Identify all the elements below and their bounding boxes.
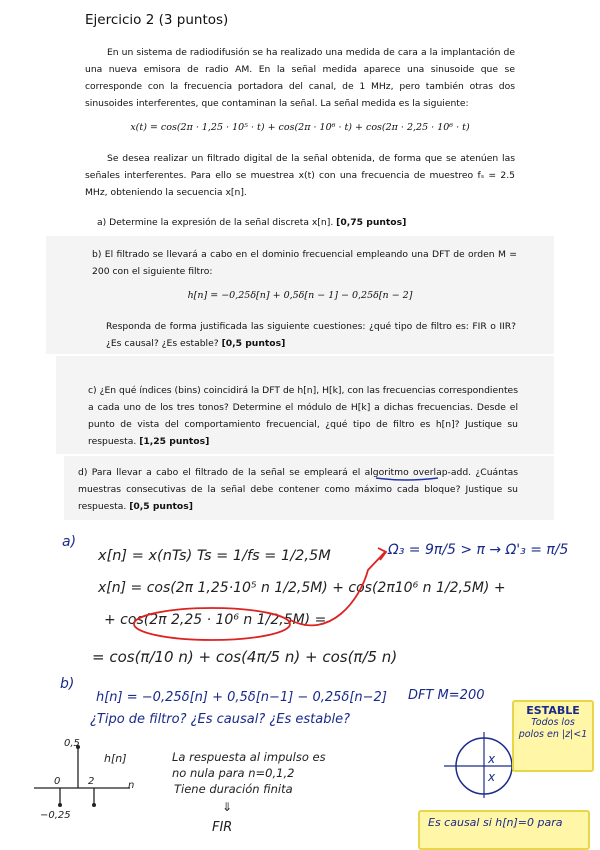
item-b-questions-text: Responda de forma justificada las siguiente cuestiones: ¿qué tipo de filtro es: FIR o IIR? ¿Es causal? ¿Es estable?	[106, 321, 516, 349]
hw-line3: + cos(2π 2,25 · 10⁶ n 1/2,5M) =	[104, 612, 327, 628]
stem-plot-title: h[n]	[104, 752, 127, 765]
sampling-paragraph: Se desea realizar un filtrado digital de la señal obtenida, de forma que se atenúen las señales interferentes. Para ello se muestrea x(t) con una frecuencia de muestreo fₛ = 2.5 MHz, obteniendo la secuencia x[n].	[85, 153, 515, 198]
hw-resp2: no nula para n=0,1,2	[172, 766, 295, 780]
stem-plot-axis-label: n	[128, 780, 135, 791]
hw-line1: x[n] = x(nTs) Ts = 1/fs = 1/2,5M	[98, 548, 331, 564]
item-a-text: a) Determine la expresión de la señal discreta x[n].	[97, 217, 334, 228]
exercise-title: Ejercicio 2 (3 puntos)	[85, 12, 229, 28]
stem-plot-zero: 0	[54, 776, 61, 787]
stem-plot-two: 2	[88, 776, 95, 787]
hw-line4: = cos(π/10 n) + cos(4π/5 n) + cos(π/5 n)	[92, 648, 398, 666]
stem-n2-dot	[92, 803, 96, 807]
item-d-points: [0,5 puntos]	[129, 501, 193, 512]
stem-plot-top-label: 0,5	[64, 738, 80, 749]
hw-line1-right: Ω₃ = 9π/5 > π → Ω'₃ = π/5	[388, 542, 569, 558]
hw-resp-fir: FIR	[212, 820, 233, 835]
item-c-points: [1,25 puntos]	[139, 436, 210, 447]
note-causal	[418, 810, 590, 850]
note-stable	[512, 700, 594, 772]
stem-n0-dot	[58, 803, 62, 807]
hw-line5-right: DFT M=200	[408, 688, 485, 703]
hw-line2: x[n] = cos(2π 1,25·10⁵ n 1/2,5M) + cos(2π10⁶ n 1/2,5M) +	[98, 580, 506, 596]
overlap-add-underline	[376, 478, 438, 480]
hw-label-a: a)	[62, 534, 77, 550]
item-b: b) El filtrado se llevará a cabo en el dominio frecuencial empleando una DFT de orden M = 200 con el siguiente filtro:	[92, 249, 517, 277]
item-d-text: d) Para llevar a cabo el filtrado de la señal se empleará el algoritmo overlap-add. ¿Cuántas muestras consecutivas de la señal debe contener como máximo cada bloque? Justique su respuesta.	[78, 467, 518, 512]
hw-resp3: Tiene duración finita	[174, 782, 293, 796]
equation-x: x(t) = cos(2π · 1,25 · 10⁵ · t) + cos(2π · 10⁶ · t) + cos(2π · 2,25 · 10⁶ · t)	[130, 122, 470, 133]
note-stable-title: ESTABLE	[526, 704, 580, 717]
hw-resp1: La respuesta al impulso es	[172, 750, 326, 764]
note-stable-body: Todos los polos en |z|<1	[518, 717, 588, 740]
red-circle-mark	[134, 608, 290, 640]
stem-plot-bottom-label: −0,25	[40, 810, 71, 821]
hw-line6: ¿Tipo de filtro? ¿Es causal? ¿Es estable?	[90, 712, 350, 727]
hw-label-b: b)	[60, 676, 75, 692]
pole-mark-1: x	[488, 752, 496, 766]
item-a-points: [0,75 puntos]	[336, 217, 407, 228]
hw-line5: h[n] = −0,25δ[n] + 0,5δ[n−1] − 0,25δ[n−2]	[96, 690, 387, 705]
hw-resp-arrow: ⇓	[222, 800, 233, 814]
note-causal-text: Es causal si h[n]=0 para	[428, 816, 563, 829]
equation-h: h[n] = −0,25δ[n] + 0,5δ[n − 1] − 0,25δ[n − 2]	[187, 290, 413, 301]
pole-mark-2: x	[488, 770, 496, 784]
intro-paragraph: En un sistema de radiodifusión se ha realizado una medida de cara a la implantación de una nueva emisora de radio AM. En la señal medida aparece una sinusoide que se corresponde con la frecuencia portadora del canal, de 1 MHz, pero también otras dos sinusoides interferentes, que contaminan la señal. La señal medida es la siguiente:	[85, 47, 515, 109]
red-arrow-line	[290, 552, 385, 625]
item-b-points: [0,5 puntos]	[221, 338, 286, 349]
item-c-text: c) ¿En qué índices (bins) coincidirá la DFT de h[n], H[k], con las frecuencias correspondientes a cada uno de los tres tonos? Determine el módulo de H[k] a dichas frecuencias. Desde el punto de vista del comportamiento frecuencial, ¿qué tipo de filtro es h[n]? Justique su respuesta.	[88, 385, 518, 447]
